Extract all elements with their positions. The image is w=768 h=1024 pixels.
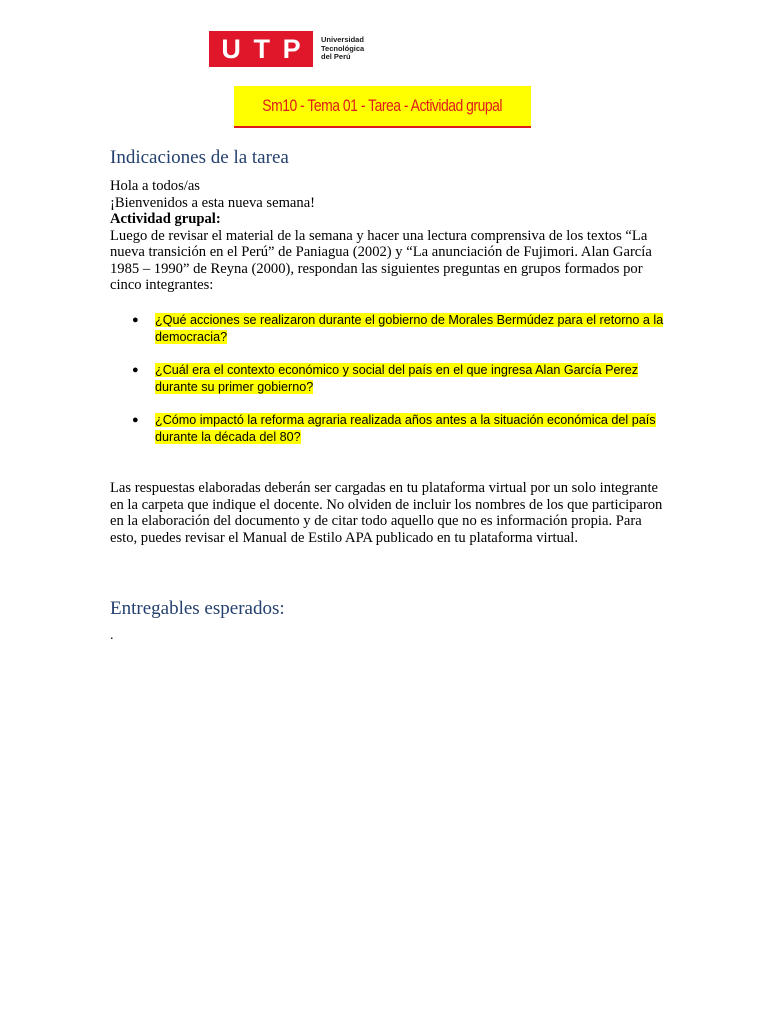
submission-instructions: Las respuestas elaboradas deberán ser cargadas en tu plataforma virtual por un solo integrante en la carpeta que indique el docente. No olviden de incluir los nombres de los que participaron en la elaboración del documento y de citar todo aquello que no es información propia. Para esto, puedes revisar el Manual de Estilo APA publicado en tu plataforma virtual. bbox=[110, 480, 663, 546]
entregables-content: . bbox=[110, 628, 114, 643]
document-title-banner bbox=[234, 86, 531, 128]
question-text: ¿Cuál era el contexto económico y social del país en el que ingresa Alan García Perez durante su primer gobierno? bbox=[155, 363, 639, 394]
activity-label: Actividad grupal: bbox=[110, 211, 221, 227]
logo-letter-t: T bbox=[253, 34, 270, 64]
logo-letter-p: P bbox=[282, 34, 301, 64]
utp-logo-mark bbox=[209, 31, 313, 67]
bullet-icon: ● bbox=[132, 314, 139, 326]
bullet-icon: ● bbox=[132, 364, 139, 376]
utp-logo-text bbox=[321, 36, 364, 62]
list-item bbox=[130, 412, 670, 446]
intro-block bbox=[110, 178, 670, 294]
question-text: ¿Cómo impactó la reforma agraria realizada años antes a la situación económica del país durante la década del 80? bbox=[155, 413, 656, 444]
list-item bbox=[130, 312, 670, 346]
logo-letter-u: U bbox=[221, 34, 241, 64]
question-text: ¿Qué acciones se realizaron durante el gobierno de Morales Bermúdez para el retorno a la democracia? bbox=[155, 313, 664, 344]
activity-text: Luego de revisar el material de la semana y hacer una lectura comprensiva de los textos “La nueva transición en el Perú” de Paniagua (2002) y “La anunciación de Fujimori. Alan García 1985 – 1990” de Reyna (2000), respondan las siguientes preguntas en grupos formados por cinco integrantes: bbox=[110, 227, 652, 293]
document-title: Sm10 - Tema 01 - Tarea - Actividad grupal bbox=[262, 96, 503, 115]
utp-logo bbox=[209, 31, 364, 67]
welcome-line: ¡Bienvenidos a esta nueva semana! bbox=[110, 194, 316, 211]
question-list bbox=[130, 312, 670, 462]
logo-text-line: Universidad bbox=[321, 35, 364, 45]
section-heading-entregables: Entregables esperados: bbox=[110, 598, 285, 619]
logo-text-line: del Perú bbox=[321, 52, 351, 62]
section-heading-indicaciones: Indicaciones de la tarea bbox=[110, 147, 289, 168]
greeting-line: Hola a todos/as bbox=[110, 178, 200, 194]
bullet-icon: ● bbox=[132, 414, 139, 426]
logo-text-line: Tecnológica bbox=[321, 43, 365, 53]
list-item bbox=[130, 362, 670, 396]
